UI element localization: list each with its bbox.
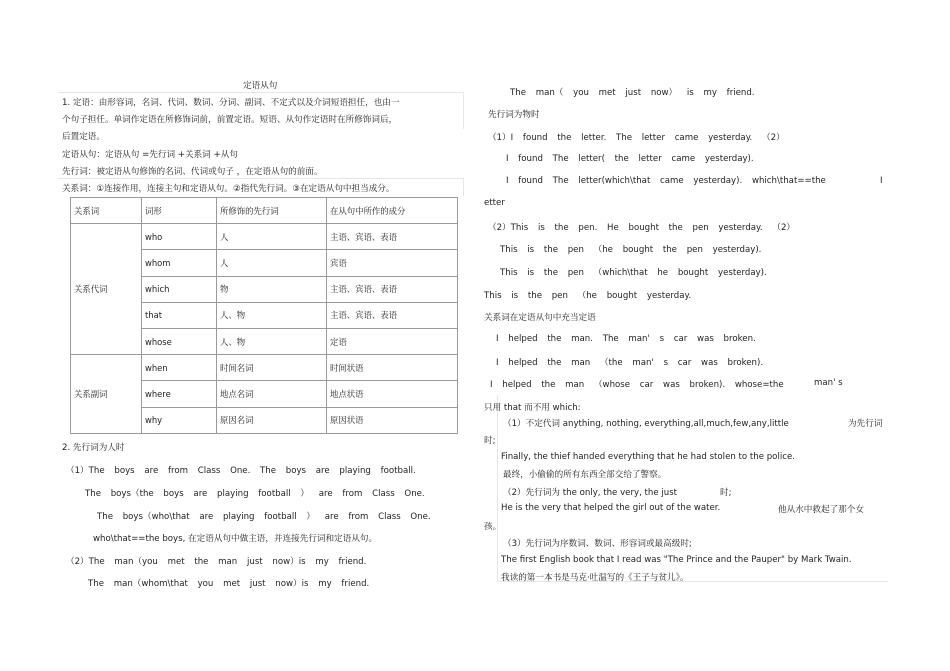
table-cell: why (142, 407, 217, 433)
table-cell: who (142, 224, 217, 250)
example-translation: 最终，小偷偷的所有东西全部交给了警察。 (503, 470, 667, 480)
example-fragment: I (880, 176, 883, 186)
table-cell: when (142, 355, 217, 381)
formula-line: 定语从句：定语从句 =先行词 +关系词 +从句 (62, 150, 238, 160)
table-cell: 主语、宾语、表语 (327, 302, 458, 328)
example-line: The boys（the boys are playing football ） are from Class One. (85, 489, 425, 499)
table-cell: 原因状语 (327, 407, 458, 433)
table-cell: 人 (217, 224, 327, 250)
table-cell: 人 (217, 250, 327, 276)
table-header: 在从句中所作的成分 (327, 198, 458, 224)
table-cell: 时间状语 (327, 355, 458, 381)
group-label: 关系副词 (71, 355, 142, 434)
example-line: This is the pen （which\that he bought yesterday). (500, 268, 767, 278)
rule-line-end: 时; (720, 488, 732, 498)
example-line: （1）I found the letter. The letter came yesterday. （2） (488, 133, 785, 143)
example-line: I found The letter( the letter came yesterday). (506, 154, 754, 164)
example-line: I helped the man. The man' s car was broken. (496, 334, 756, 344)
example-line: （2）The man（you met the man just now）is my friend. (66, 557, 367, 567)
table-header-row (71, 198, 458, 224)
table-cell: where (142, 381, 217, 407)
table-cell: that (142, 302, 217, 328)
example-sentence: Finally, the thief handed everything that he had stolen to the police. (501, 452, 795, 462)
example-line: The man（whom\that you met just now）is my friend. (88, 579, 370, 589)
example-line: This is the pen （he bought yesterday. (484, 291, 692, 301)
example-sentence: He is the very that helped the girl out of the water. (501, 503, 721, 513)
table-cell: 人、物 (217, 302, 327, 328)
table-row (71, 224, 458, 250)
relative-word-box (58, 178, 464, 196)
example-fragment: man' s (814, 378, 843, 388)
rule-line: （2）先行词为 the only, the very, the just (503, 488, 678, 498)
relative-word-table (70, 197, 458, 434)
example-translation-cont: 孩。 (484, 522, 502, 532)
doc-title: 定语从句 (243, 81, 278, 91)
rule-line-cont: 时; (484, 436, 496, 446)
example-line: （1）The boys are from Class One. The boys are playing football. (66, 466, 416, 476)
example-translation: 他从水中救起了那个女 (778, 505, 864, 515)
example-line: The boys（who\that are playing football ） are from Class One. (97, 512, 431, 522)
example-line: （2）This is the pen. He bought the pen yesterday. （2） (488, 223, 796, 233)
example-line: The man（ you met just now） is my friend. (510, 88, 755, 98)
table-cell: which (142, 276, 217, 302)
table-cell: 宾语 (327, 250, 458, 276)
section-heading: 只用 that 而不用 which: (484, 403, 581, 413)
definition-line-2: 个句子担任。单词作定语在所修饰词前，前置定语。短语、从句作定语时在所修饰词后， (62, 115, 398, 125)
table-cell: 物 (217, 276, 327, 302)
example-translation: 我读的第一本书是马克·吐温写的《王子与贫儿》。 (501, 573, 689, 583)
table-header: 关系词 (71, 198, 142, 224)
antecedent-line: 先行词：被定语从句修饰的名词、代词或句子 ，在定语从句的前面。 (62, 167, 323, 177)
section-heading: 先行词为物时 (488, 110, 540, 120)
example-line: I helped the man （the man' s car was broken). (496, 358, 764, 368)
relative-word-line: 关系词：①连接作用，连接主句和定语从句。②指代先行词。③在定语从句中担当成分。 (62, 184, 395, 194)
section-heading: 关系词在定语从句中充当定语 (484, 313, 596, 323)
table-header: 词形 (142, 198, 217, 224)
section-heading: 2. 先行词为人时 (62, 443, 125, 453)
table-cell: 时间名词 (217, 355, 327, 381)
table-header: 所修饰的先行词 (217, 198, 327, 224)
table-cell: 主语、宾语、表语 (327, 224, 458, 250)
table-cell: 地点状语 (327, 381, 458, 407)
table-cell: 人、物 (217, 328, 327, 354)
table-cell: whom (142, 250, 217, 276)
table-row (71, 355, 458, 381)
example-sentence: The first English book that I read was "The Prince and the Pauper" by Mark Twain. (501, 555, 852, 565)
example-line: I found The letter(which\that came yesterday). which\that==the (506, 176, 826, 186)
table-cell: 定语 (327, 328, 458, 354)
rule-line-end: 为先行词 (848, 419, 883, 429)
definition-line-1: 1. 定语：由形容词，名词、代词、数词、分词、副词、不定式以及介词短语担任，也由一 (62, 98, 400, 108)
example-line: I helped the man （whose car was broken). whose=the (490, 380, 784, 390)
table-cell: whose (142, 328, 217, 354)
table-cell: 地点名词 (217, 381, 327, 407)
table-cell: 主语、宾语、表语 (327, 276, 458, 302)
example-line: This is the pen （he bought the pen yesterday). (500, 245, 762, 255)
rule-line: （3）先行词为序数词、数词、形容词或最高级时; (503, 539, 692, 549)
example-note: who\that==the boys, 在定语从句中做主语，并连接先行词和定语从句。 (93, 534, 378, 544)
rule-line: （1）不定代词 anything, nothing, everything,all,much,few,any,little (503, 419, 789, 429)
definition-line-3: 后置定语。 (62, 132, 105, 142)
group-label: 关系代词 (71, 224, 142, 355)
example-fragment: etter (484, 198, 505, 208)
table-cell: 原因名词 (217, 407, 327, 433)
